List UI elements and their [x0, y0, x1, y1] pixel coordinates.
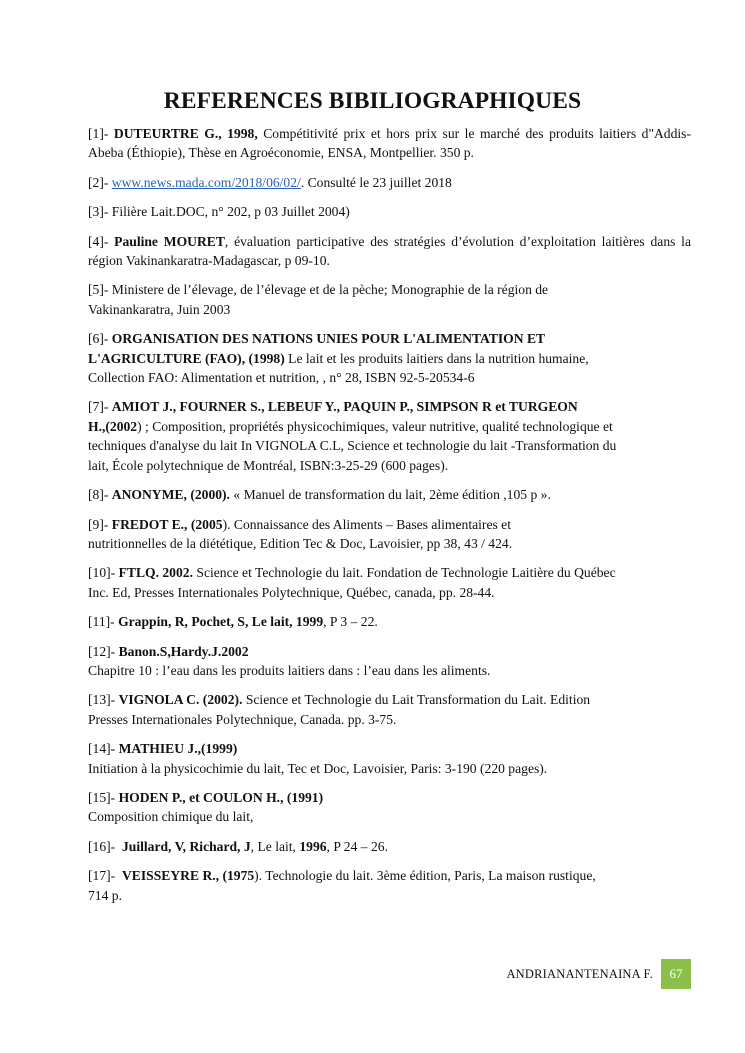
ref-text: techniques d'analyse du lait In VIGNOLA C.L, Science et technologie du lait -Transformation du — [88, 438, 617, 454]
ref-text: , P 3 – 22. — [323, 614, 378, 630]
reference-13 — [88, 690, 691, 729]
ref-text: , évaluation participative des stratégies d’évolution d’exploitation laitières dans la région Vakinankaratra-Madagascar, p 09-10. — [88, 233, 691, 269]
reference-11 — [88, 612, 691, 631]
reference-17 — [88, 866, 691, 905]
ref-author: FTLQ. 2002. — [118, 565, 193, 581]
ref-author: VIGNOLA C. (2002). — [118, 692, 243, 708]
ref-text: Compétitivité prix et hors prix sur le marché des produits laitiers d"Addis-Abeba (Éthiopie), Thèse en Agroéconomie, ENSA, Montpellier. 350 p. — [88, 126, 691, 161]
ref-text: , Le lait, — [250, 838, 300, 854]
ref-number: [10]- — [88, 565, 119, 581]
ref-author: AMIOT J., FOURNER S., LEBEUF Y., PAQUIN P., SIMPSON R et TURGEON — [111, 399, 578, 415]
ref-year: 1996 — [299, 838, 327, 854]
ref-text: ) ; Composition, propriétés physicochimiques, valeur nutritive, qualité technologique et — [137, 418, 613, 434]
ref-number: [17]- — [88, 868, 122, 884]
ref-number: [2]- — [88, 174, 112, 190]
ref-number: [8]- — [88, 487, 112, 503]
ref-text: Science et Technologie du Lait Transformation du Lait. Edition — [242, 692, 591, 708]
ref-number: [4]- — [88, 233, 115, 249]
ref-number: [14]- — [88, 741, 119, 757]
ref-number: [16]- — [88, 838, 122, 854]
ref-number: [9]- — [88, 516, 112, 532]
ref-author: ORGANISATION DES NATIONS UNIES POUR L'ALIMENTATION ET — [111, 331, 546, 347]
ref-text: Chapitre 10 : l’eau dans les produits laitiers dans : l’eau dans les aliments. — [88, 662, 491, 678]
ref-text: Vakinankaratra, Juin 2003 — [88, 301, 231, 317]
reference-10 — [88, 563, 691, 602]
ref-text: 714 p. — [88, 887, 122, 903]
ref-text: Le lait et les produits laitiers dans la nutrition humaine, — [284, 350, 589, 366]
reference-16 — [88, 837, 691, 856]
ref-text: Composition chimique du lait, — [88, 809, 254, 825]
ref-author: Banon.S,Hardy.J.2002 — [118, 643, 249, 659]
ref-number: [5]- — [88, 282, 112, 298]
ref-link[interactable]: www.news.mada.com/2018/06/02/ — [111, 174, 301, 190]
ref-text: « Manuel de transformation du lait, 2ème édition ,105 p ». — [229, 487, 551, 503]
reference-9 — [88, 515, 691, 554]
ref-text: Initiation à la physicochimie du lait, Tec et Doc, Lavoisier, Paris: 3-190 (220 pages). — [88, 760, 548, 776]
ref-text: , P 24 – 26. — [326, 838, 388, 854]
page-number-badge: 67 — [661, 959, 691, 989]
ref-author: Pauline MOURET — [114, 233, 225, 249]
reference-list — [88, 124, 691, 915]
reference-1 — [88, 124, 691, 163]
reference-14 — [88, 739, 691, 778]
ref-text: Presses Internationales Polytechnique, Canada. pp. 3-75. — [88, 711, 397, 727]
ref-number: [7]- — [88, 399, 112, 415]
ref-text: Inc. Ed, Presses Internationales Polytechnique, Québec, canada, pp. 28-44. — [88, 584, 495, 600]
ref-author: Grappin, R, Pochet, S, Le lait, 1999 — [118, 614, 324, 630]
ref-number: [15]- — [88, 789, 119, 805]
ref-number: [6]- — [88, 331, 112, 347]
page-title: REFERENCES BIBILIOGRAPHIQUES — [163, 88, 582, 114]
ref-text: Ministere de l’élevage, de l’élevage et de la pèche; Monographie de la région de — [111, 282, 549, 298]
footer-author: ANDRIANANTENAINA F. — [506, 967, 653, 981]
ref-text: lait, École polytechnique de Montréal, ISBN:3-25-29 (600 pages). — [88, 457, 449, 473]
reference-7 — [88, 397, 691, 475]
ref-text: ). Technologie du lait. 3ème édition, Paris, La maison rustique, — [254, 868, 596, 884]
ref-text: nutritionnelles de la diététique, Edition Tec & Doc, Lavoisier, pp 38, 43 / 424. — [88, 535, 513, 551]
ref-number: [12]- — [88, 643, 119, 659]
ref-author: VEISSEYRE R., (1975 — [121, 868, 255, 884]
ref-author: L'AGRICULTURE (FAO), (1998) — [88, 350, 285, 366]
ref-author: DUTEURTRE G., 1998, — [113, 126, 258, 141]
reference-2 — [88, 173, 691, 192]
ref-number: [11]- — [88, 614, 119, 630]
ref-text: . Consulté le 23 juillet 2018 — [300, 174, 452, 190]
ref-author: HODEN P., et COULON H., (1991) — [118, 789, 324, 805]
ref-text: Filière Lait.DOC, n° 202, p 03 Juillet 2004) — [111, 204, 350, 220]
ref-author: MATHIEU J.,(1999) — [118, 741, 238, 757]
ref-number: [1]- — [88, 126, 114, 141]
ref-author: H.,(2002 — [88, 418, 138, 434]
reference-8 — [88, 485, 691, 504]
ref-text: Collection FAO: Alimentation et nutrition, , n° 28, ISBN 92-5-20534-6 — [88, 370, 475, 386]
ref-author: FREDOT E., (2005 — [111, 516, 223, 532]
ref-author: ANONYME, (2000). — [111, 487, 230, 503]
reference-15 — [88, 788, 691, 827]
reference-4 — [88, 232, 691, 271]
reference-6 — [88, 329, 691, 387]
ref-number: [3]- — [88, 204, 112, 220]
reference-5 — [88, 280, 691, 319]
ref-number: [13]- — [88, 692, 119, 708]
reference-12 — [88, 642, 691, 681]
ref-text: Science et Technologie du lait. Fondation de Technologie Laitière du Québec — [192, 565, 616, 581]
ref-text: ). Connaissance des Aliments – Bases alimentaires et — [222, 516, 511, 532]
ref-author: Juillard, V, Richard, J — [121, 838, 251, 854]
reference-3 — [88, 202, 691, 221]
